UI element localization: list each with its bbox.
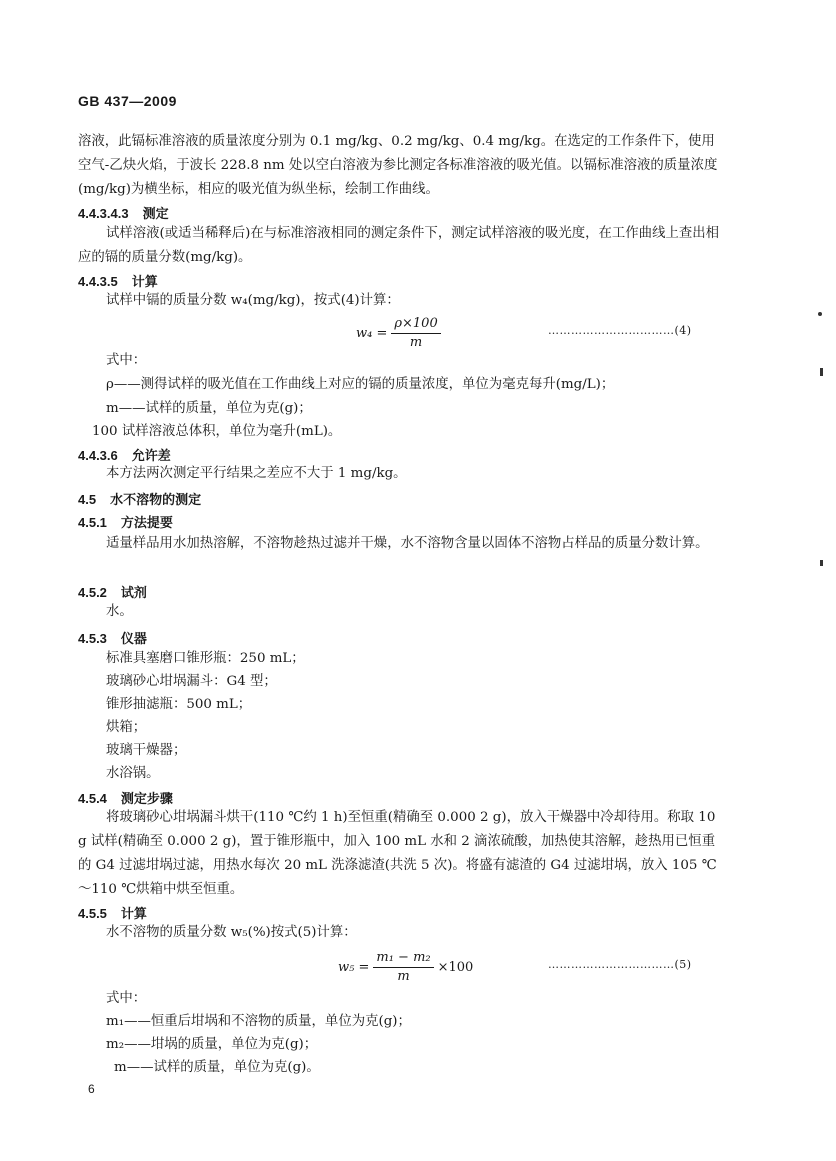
section-number: 4.5.2 [78, 585, 107, 600]
scan-speck [820, 368, 823, 376]
fraction [391, 316, 440, 351]
paragraph-calibration: 溶液，此镉标准溶液的质量浓度分别为 0.1 mg/kg、0.2 mg/kg、0.4 mg/kg。在选定的工作条件下，使用空气-乙炔火焰，于波长 228.8 nm 处以空白溶液为参比测定各标准溶液的吸光值。以镉标准溶液的质量浓度(mg/kg)为横坐标，相应的吸光值为纵坐标，绘制工作曲线。 [78, 134, 718, 197]
section-title: 允许差 [131, 449, 171, 464]
definition-m: m——试样的质量，单位为克(g)。 [114, 1060, 320, 1075]
fraction-numerator: ρ×100 [391, 316, 440, 334]
section-title: 测定步骤 [120, 792, 173, 807]
section-title: 仪器 [120, 632, 147, 647]
section-4-5-5 [78, 903, 147, 922]
section-4-4-3-4-3 [78, 203, 169, 222]
instrument-item: 标准具塞磨口锥形瓶：250 mL； [106, 651, 305, 666]
definition-100: 100 试样溶液总体积，单位为毫升(mL)。 [92, 424, 342, 439]
paragraph-calc-intro-4: 试样中镉的质量分数 w₄(mg/kg)，按式(4)计算： [106, 293, 400, 308]
instrument-item: 玻璃干燥器； [106, 743, 187, 758]
fraction-numerator: m₁ − m₂ [373, 950, 433, 968]
definition-rho: ρ——测得试样的吸光值在工作曲线上对应的镉的质量浓度，单位为毫克每升(mg/L)； [106, 377, 615, 392]
equation-tail: ×100 [437, 960, 474, 975]
fraction-denominator: m [397, 969, 410, 984]
equation-number-4: ……………………………(4) [548, 324, 692, 337]
scan-speck [820, 560, 823, 566]
fraction-denominator: m [409, 335, 423, 350]
equation-5 [338, 950, 473, 985]
section-4-5 [78, 489, 201, 508]
equation-lhs: w₅ = [338, 960, 370, 975]
section-title: 试剂 [120, 586, 147, 601]
paragraph-measurement: 试样溶液(或适当稀释后)在与标准溶液相同的测定条件下，测定试样溶液的吸光度，在工作曲线上查出相应的镉的质量分数(mg/kg)。 [78, 226, 720, 265]
section-number: 4.5 [78, 492, 97, 507]
section-4-5-2 [78, 582, 147, 601]
where-label: 式中： [106, 991, 147, 1006]
instrument-item: 水浴锅。 [106, 766, 160, 781]
scan-speck [818, 312, 822, 316]
fraction [373, 950, 433, 985]
paragraph-procedure: 将玻璃砂心坩埚漏斗烘干(110 ℃约 1 h)至恒重(精确至 0.000 2 g)，放入干燥器中冷却待用。称取 10 g 试样(精确至 0.000 2 g)，置于锥形瓶中，加入 100 mL 水和 2 滴浓硫酸，加热使其溶解，趁热用已恒重的 G4 过滤坩埚过滤，用热水每次 20 mL 洗涤滤渣(共洗 5 次)。将盛有滤渣的 G4 过滤坩埚，放入 105 ℃～110 ℃烘箱中烘至恒重。 [78, 810, 717, 897]
section-title: 方法提要 [120, 516, 173, 531]
section-number: 4.4.3.5 [78, 274, 118, 289]
paragraph-reagent: 水。 [106, 604, 133, 619]
section-4-5-4 [78, 788, 173, 807]
standard-header: GB 437—2009 [78, 93, 177, 109]
where-label: 式中： [106, 353, 147, 368]
section-number: 4.4.3.6 [78, 448, 118, 463]
instrument-item: 烘箱； [106, 720, 147, 735]
equation-lhs: w₄ = [356, 326, 388, 341]
instrument-item: 锥形抽滤瓶：500 mL； [106, 697, 252, 712]
section-title: 计算 [131, 275, 158, 290]
section-number: 4.5.1 [78, 515, 107, 530]
section-number: 4.5.4 [78, 791, 107, 806]
section-title: 测定 [142, 207, 169, 222]
section-4-5-1 [78, 512, 173, 531]
section-number: 4.5.5 [78, 906, 107, 921]
definition-m: m——试样的质量，单位为克(g)； [106, 401, 312, 416]
section-4-4-3-5 [78, 271, 158, 290]
page-number: 6 [88, 1082, 95, 1096]
section-number: 4.5.3 [78, 631, 107, 646]
paragraph-calc-intro-5: 水不溶物的质量分数 w₅(%)按式(5)计算： [106, 925, 357, 940]
equation-number-5: ……………………………(5) [548, 958, 692, 971]
section-title: 计算 [120, 907, 147, 922]
section-number: 4.4.3.4.3 [78, 206, 129, 221]
instrument-item: 玻璃砂心坩埚漏斗：G4 型； [106, 674, 277, 689]
definition-m2: m₂——坩埚的质量，单位为克(g)； [106, 1037, 318, 1052]
paragraph-allowable-difference: 本方法两次测定平行结果之差应不大于 1 mg/kg。 [106, 466, 407, 481]
definition-m1: m₁——恒重后坩埚和不溶物的质量，单位为克(g)； [106, 1014, 411, 1029]
section-title: 水不溶物的测定 [110, 493, 202, 508]
section-4-5-3 [78, 628, 147, 647]
equation-4 [356, 316, 445, 351]
paragraph-method-summary: 适量样品用水加热溶解，不溶物趁热过滤并干燥，水不溶物含量以固体不溶物占样品的质量分数计算。 [106, 536, 709, 551]
